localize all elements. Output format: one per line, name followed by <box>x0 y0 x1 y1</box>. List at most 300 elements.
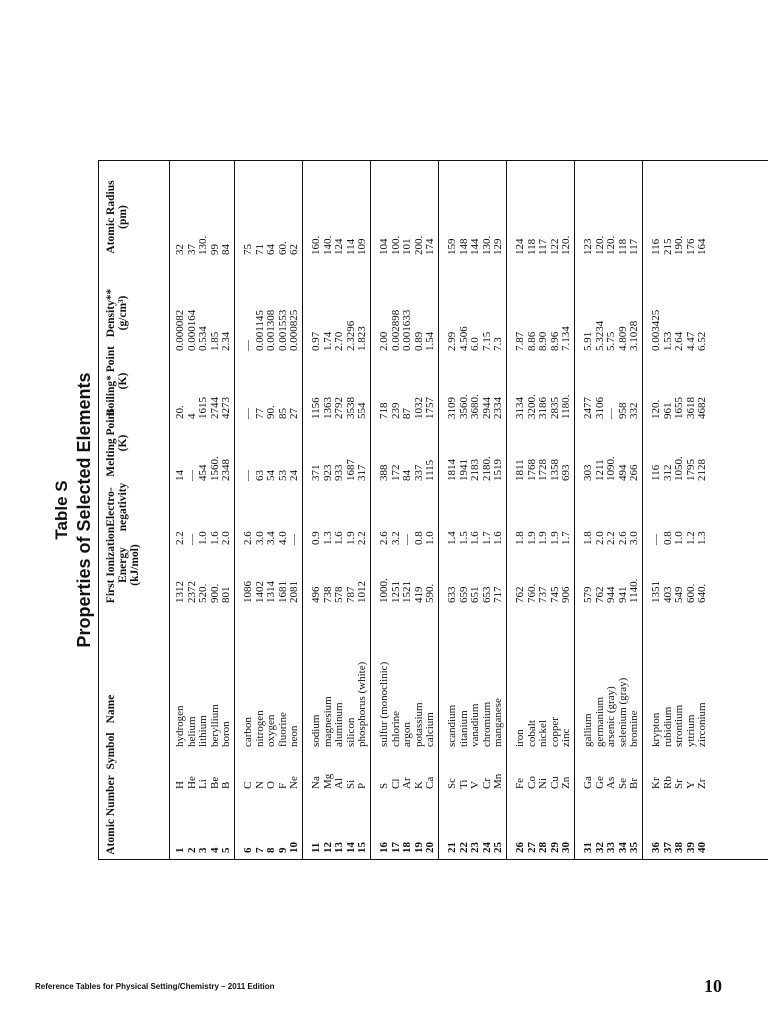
cell-sym: He <box>185 776 198 789</box>
cell-name: neon <box>288 725 301 747</box>
cell-en: 1.2 <box>684 531 697 545</box>
cell-bp: 90. <box>265 405 278 419</box>
cell-ie: 787 <box>344 586 357 603</box>
header-melting: Melting Point (K) <box>105 409 129 477</box>
cell-mp: — <box>185 470 198 481</box>
cell-d: 4.506 <box>457 326 470 351</box>
cell-mp: 1090. <box>605 456 618 481</box>
cell-mp: 266 <box>628 464 641 481</box>
cell-mp: 2128 <box>696 459 709 481</box>
cell-en: 0.9 <box>310 531 322 545</box>
cell-n: 18 <box>401 842 414 853</box>
cell-ie: 2081 <box>288 581 301 603</box>
cell-ie: 2372 <box>185 581 198 603</box>
cell-ie: 1681 <box>276 581 289 603</box>
cell-name: hydrogen <box>174 705 186 747</box>
cell-name: rubidium <box>661 706 674 747</box>
cell-d: 0.001553 <box>276 309 289 351</box>
cell-bp: 3109 <box>446 397 458 419</box>
cell-bp: 961 <box>661 402 674 419</box>
cell-en: 2.2 <box>605 531 618 545</box>
cell-en: 1.6 <box>492 531 505 545</box>
cell-mp: 388 <box>378 464 390 481</box>
cell-en: 3.0 <box>628 531 641 545</box>
cell-bp: 4682 <box>696 397 709 419</box>
cell-sym: Ar <box>401 777 414 789</box>
cell-name: lithium <box>197 715 210 747</box>
cell-sym: Li <box>197 779 210 789</box>
cell-n: 33 <box>605 842 618 853</box>
cell-name: helium <box>185 716 198 747</box>
cell-sym: Fe <box>514 778 526 789</box>
cell-ie: 717 <box>492 586 505 603</box>
cell-en: 1.6 <box>208 531 221 545</box>
cell-en: 2.6 <box>378 531 390 545</box>
cell-n: 7 <box>253 847 266 853</box>
header-symbol: Symbol <box>105 732 117 770</box>
cell-r: 140. <box>321 235 334 255</box>
cell-mp: 1115 <box>424 459 437 481</box>
cell-ie: 1012 <box>356 581 369 603</box>
header-atomic_number: Atomic Number <box>105 775 117 855</box>
cell-en: 3.4 <box>265 531 278 545</box>
cell-en: 2.2 <box>174 531 186 545</box>
cell-mp: 693 <box>560 464 573 481</box>
cell-d: 7.3 <box>492 337 505 351</box>
cell-sym: V <box>469 781 482 789</box>
cell-n: 34 <box>616 842 629 853</box>
cell-d: 1.85 <box>208 331 221 351</box>
cell-bp: 2334 <box>492 397 505 419</box>
cell-sym: Rb <box>661 776 674 789</box>
cell-mp: 2183 <box>469 459 482 481</box>
cell-n: 28 <box>537 842 550 853</box>
cell-mp: 63 <box>253 470 266 481</box>
cell-n: 20 <box>424 842 437 853</box>
cell-ie: 1140. <box>628 578 641 603</box>
cell-mp: 1687 <box>344 459 357 481</box>
cell-ie: 1521 <box>401 581 414 603</box>
cell-mp: 24 <box>288 470 301 481</box>
cell-sym: Kr <box>650 777 662 789</box>
cell-r: 104 <box>378 238 390 255</box>
cell-mp: 312 <box>661 464 674 481</box>
cell-name: iron <box>514 729 526 747</box>
cell-r: 124 <box>514 238 526 255</box>
cell-bp: 718 <box>378 402 390 419</box>
cell-sym: C <box>242 781 254 789</box>
cell-sym: Ti <box>457 779 470 789</box>
cell-en: 3.2 <box>389 531 402 545</box>
cell-n: 15 <box>356 842 369 853</box>
cell-r: 120. <box>560 235 573 255</box>
cell-sym: Zn <box>560 776 573 789</box>
cell-n: 1 <box>174 847 186 853</box>
cell-bp: 3134 <box>514 397 526 419</box>
header-boiling: Boiling* Point (K) <box>105 346 129 416</box>
cell-n: 16 <box>378 842 390 853</box>
header-electronegativity: Electro-negativity <box>105 482 129 532</box>
cell-ie: 1351 <box>650 581 662 603</box>
cell-d: 2.99 <box>446 331 458 351</box>
cell-bp: 1180. <box>560 394 573 419</box>
cell-d: 2.3296 <box>344 320 357 351</box>
cell-r: 117 <box>537 238 550 255</box>
cell-d: 8.90 <box>537 331 550 351</box>
cell-en: 1.9 <box>537 531 550 545</box>
cell-en: 1.8 <box>514 531 526 545</box>
footer-edition: Reference Tables for Physical Setting/Chemistry – 2011 Edition <box>35 982 275 991</box>
cell-d: 0.001308 <box>265 309 278 351</box>
cell-bp: 3680. <box>469 394 482 419</box>
cell-n: 9 <box>276 847 289 853</box>
cell-bp: 1655 <box>673 397 686 419</box>
cell-bp: 3106 <box>593 397 606 419</box>
cell-bp: 3618 <box>684 397 697 419</box>
cell-ie: 1000. <box>378 578 390 603</box>
cell-r: 215 <box>661 238 674 255</box>
cell-sym: Se <box>616 778 629 789</box>
cell-r: 144 <box>469 238 482 255</box>
cell-name: magnesium <box>321 696 334 747</box>
cell-r: 122 <box>548 238 561 255</box>
cell-ie: 801 <box>220 586 233 603</box>
cell-bp: 27 <box>288 408 301 419</box>
cell-d: 4.809 <box>616 326 629 351</box>
cell-name: oxygen <box>265 714 278 747</box>
cell-sym: K <box>412 781 425 789</box>
cell-r: 32 <box>174 244 186 255</box>
cell-en: 1.3 <box>696 531 709 545</box>
cell-mp: 1519 <box>492 459 505 481</box>
cell-en: 2.6 <box>242 531 254 545</box>
cell-en: 1.6 <box>469 531 482 545</box>
cell-bp: 3538 <box>344 397 357 419</box>
cell-name: potassium <box>412 702 425 747</box>
cell-mp: — <box>242 470 254 481</box>
cell-sym: Ga <box>582 776 594 789</box>
cell-ie: 1086 <box>242 581 254 603</box>
cell-name: arsenic (gray) <box>605 686 618 747</box>
cell-sym: Y <box>684 781 697 789</box>
cell-ie: 762 <box>514 586 526 603</box>
cell-bp: 958 <box>616 402 629 419</box>
cell-name: zirconium <box>696 702 709 747</box>
cell-ie: 600. <box>684 583 697 603</box>
cell-bp: 20. <box>174 405 186 419</box>
cell-mp: 1211 <box>593 459 606 481</box>
cell-n: 6 <box>242 847 254 853</box>
cell-d: 8.86 <box>525 331 538 351</box>
cell-sym: H <box>174 781 186 789</box>
cell-ie: 1402 <box>253 581 266 603</box>
cell-en: 2.2 <box>356 531 369 545</box>
cell-r: 114 <box>344 238 357 255</box>
cell-bp: 239 <box>389 402 402 419</box>
header-ionization: First Ionization Energy (kJ/mol) <box>105 526 141 604</box>
cell-n: 5 <box>220 847 233 853</box>
cell-bp: 2944 <box>480 397 493 419</box>
cell-d: 2.00 <box>378 331 390 351</box>
cell-bp: 120. <box>650 399 662 419</box>
cell-mp: 54 <box>265 470 278 481</box>
cell-name: phosphorus (white) <box>356 661 369 747</box>
cell-ie: 651 <box>469 586 482 603</box>
cell-sym: Sr <box>673 779 686 789</box>
cell-n: 24 <box>480 842 493 853</box>
cell-mp: 454 <box>197 464 210 481</box>
cell-sym: P <box>356 782 369 789</box>
cell-n: 30 <box>560 842 573 853</box>
cell-en: 1.9 <box>344 531 357 545</box>
cell-name: aluminum <box>333 702 346 747</box>
cell-name: nickel <box>537 720 550 747</box>
cell-d: 0.003425 <box>650 309 662 351</box>
cell-mp: 337 <box>412 464 425 481</box>
cell-r: 190. <box>673 235 686 255</box>
cell-n: 19 <box>412 842 425 853</box>
cell-name: cobalt <box>525 720 538 747</box>
header-radius: Atomic Radius (pm) <box>105 180 129 254</box>
cell-ie: 633 <box>446 586 458 603</box>
cell-d: 7.134 <box>560 326 573 351</box>
cell-sym: F <box>276 782 289 789</box>
cell-r: 123 <box>582 238 594 255</box>
cell-d: 0.000164 <box>185 309 198 351</box>
group-divider <box>574 161 575 859</box>
cell-name: boron <box>220 721 233 747</box>
cell-en: — <box>185 534 198 545</box>
header-name: Name <box>105 694 117 724</box>
cell-ie: 579 <box>582 586 594 603</box>
rotated-table-area <box>40 160 740 860</box>
cell-en: 0.8 <box>661 531 674 545</box>
cell-n: 12 <box>321 842 334 853</box>
cell-n: 31 <box>582 842 594 853</box>
cell-bp: 77 <box>253 408 266 419</box>
cell-sym: O <box>265 781 278 789</box>
cell-bp: 1615 <box>197 397 210 419</box>
cell-d: 2.64 <box>673 331 686 351</box>
cell-sym: Br <box>628 778 641 789</box>
cell-r: 60. <box>276 241 289 255</box>
cell-bp: 2792 <box>333 397 346 419</box>
cell-n: 21 <box>446 842 458 853</box>
cell-bp: — <box>242 408 254 419</box>
cell-r: 174 <box>424 238 437 255</box>
cell-mp: 116 <box>650 464 662 481</box>
cell-r: 109 <box>356 238 369 255</box>
cell-mp: 494 <box>616 464 629 481</box>
cell-name: argon <box>401 722 414 747</box>
cell-n: 10 <box>288 842 301 853</box>
cell-sym: Cl <box>389 778 402 789</box>
cell-mp: 923 <box>321 464 334 481</box>
cell-sym: Mn <box>492 773 505 789</box>
cell-d: 1.53 <box>661 331 674 351</box>
cell-bp: 2835 <box>548 397 561 419</box>
cell-ie: 590. <box>424 583 437 603</box>
cell-name: krypton <box>650 712 662 747</box>
cell-mp: 53 <box>276 470 289 481</box>
cell-sym: Ca <box>424 776 437 789</box>
cell-d: — <box>242 340 254 351</box>
cell-mp: 2348 <box>220 459 233 481</box>
cell-d: 5.91 <box>582 331 594 351</box>
cell-n: 35 <box>628 842 641 853</box>
header-density: Density** (g/cm³) <box>105 288 129 338</box>
cell-sym: N <box>253 781 266 789</box>
cell-name: scandium <box>446 704 458 747</box>
group-divider <box>302 161 303 859</box>
group-divider <box>506 161 507 859</box>
cell-sym: Zr <box>696 778 709 789</box>
cell-sym: B <box>220 781 233 789</box>
cell-d: 7.15 <box>480 331 493 351</box>
cell-en: — <box>288 534 301 545</box>
cell-bp: 87 <box>401 408 414 419</box>
cell-r: 120. <box>593 235 606 255</box>
cell-n: 32 <box>593 842 606 853</box>
cell-en: 1.6 <box>333 531 346 545</box>
cell-en: 1.9 <box>548 531 561 545</box>
cell-d: 6.52 <box>696 331 709 351</box>
cell-r: 120. <box>605 235 618 255</box>
cell-en: 4.0 <box>276 531 289 545</box>
cell-mp: 1795 <box>684 459 697 481</box>
cell-en: 1.9 <box>525 531 538 545</box>
cell-sym: Co <box>525 776 538 789</box>
cell-en: 1.0 <box>673 531 686 545</box>
cell-n: 39 <box>684 842 697 853</box>
cell-name: copper <box>548 717 561 747</box>
page-number: 10 <box>704 976 722 996</box>
cell-ie: 520. <box>197 583 210 603</box>
cell-ie: 496 <box>310 586 322 603</box>
group-divider <box>370 161 371 859</box>
cell-name: nitrogen <box>253 710 266 747</box>
cell-r: 75 <box>242 244 254 255</box>
cell-name: germanium <box>593 696 606 747</box>
cell-sym: As <box>605 776 618 789</box>
cell-en: 1.0 <box>424 531 437 545</box>
table-title: Table S <box>52 480 71 540</box>
cell-name: manganese <box>492 698 505 747</box>
cell-r: 118 <box>616 238 629 255</box>
cell-bp: 4 <box>185 413 198 419</box>
table-titles <box>40 160 98 860</box>
cell-r: 64 <box>265 244 278 255</box>
cell-mp: 1050. <box>673 456 686 481</box>
cell-name: sulfur (monoclinic) <box>378 661 390 747</box>
cell-mp: 1358 <box>548 459 561 481</box>
cell-r: 160. <box>310 235 322 255</box>
table-subtitle: Properties of Selected Elements <box>74 372 94 648</box>
cell-n: 37 <box>661 842 674 853</box>
cell-d: 4.47 <box>684 331 697 351</box>
cell-r: 84 <box>220 244 233 255</box>
cell-d: 0.534 <box>197 326 210 351</box>
cell-r: 118 <box>525 238 538 255</box>
cell-r: 37 <box>185 244 198 255</box>
cell-mp: 14 <box>174 470 186 481</box>
cell-d: 0.000082 <box>174 309 186 351</box>
cell-name: bromine <box>628 710 641 747</box>
cell-mp: 84 <box>401 470 414 481</box>
cell-bp: 3200. <box>525 394 538 419</box>
cell-en: 1.7 <box>480 531 493 545</box>
cell-ie: 578 <box>333 586 346 603</box>
cell-name: titanium <box>457 710 470 747</box>
cell-r: 124 <box>333 238 346 255</box>
cell-name: beryllium <box>208 704 221 747</box>
cell-sym: Na <box>310 776 322 789</box>
cell-ie: 549 <box>673 586 686 603</box>
cell-r: 130. <box>197 235 210 255</box>
cell-ie: 1251 <box>389 581 402 603</box>
cell-name: sodium <box>310 714 322 747</box>
cell-r: 148 <box>457 238 470 255</box>
cell-ie: 640. <box>696 583 709 603</box>
cell-en: 1.0 <box>197 531 210 545</box>
cell-r: 116 <box>650 238 662 255</box>
cell-d: 0.001145 <box>253 310 266 351</box>
cell-name: fluorine <box>276 712 289 747</box>
cell-ie: 403 <box>661 586 674 603</box>
cell-sym: Si <box>344 779 357 789</box>
cell-name: chlorine <box>389 710 402 747</box>
cell-en: 0.8 <box>412 531 425 545</box>
cell-ie: 737 <box>537 586 550 603</box>
cell-sym: Cr <box>480 778 493 789</box>
cell-n: 13 <box>333 842 346 853</box>
cell-d: 6.0 <box>469 337 482 351</box>
cell-n: 26 <box>514 842 526 853</box>
cell-en: 1.4 <box>446 531 458 545</box>
cell-en: 2.6 <box>616 531 629 545</box>
cell-bp: 1032 <box>412 397 425 419</box>
cell-ie: 900. <box>208 583 221 603</box>
group-divider <box>234 161 235 859</box>
cell-n: 8 <box>265 847 278 853</box>
cell-n: 2 <box>185 847 198 853</box>
cell-bp: 2477 <box>582 397 594 419</box>
cell-sym: Sc <box>446 778 458 789</box>
cell-ie: 1312 <box>174 581 186 603</box>
cell-en: 1.5 <box>457 531 470 545</box>
cell-n: 22 <box>457 842 470 853</box>
cell-r: 164 <box>696 238 709 255</box>
cell-d: 1.74 <box>321 331 334 351</box>
cell-r: 130. <box>480 235 493 255</box>
cell-mp: 1811 <box>514 459 526 481</box>
cell-r: 117 <box>628 238 641 255</box>
cell-r: 71 <box>253 244 266 255</box>
cell-name: strontium <box>673 704 686 747</box>
cell-d: 0.89 <box>412 331 425 351</box>
cell-mp: 1728 <box>537 459 550 481</box>
cell-n: 17 <box>389 842 402 853</box>
cell-n: 3 <box>197 847 210 853</box>
cell-n: 36 <box>650 842 662 853</box>
cell-d: 2.70 <box>333 331 346 351</box>
cell-bp: 85 <box>276 408 289 419</box>
cell-d: 5.75 <box>605 331 618 351</box>
cell-ie: 906 <box>560 586 573 603</box>
cell-en: 1.8 <box>582 531 594 545</box>
cell-mp: 933 <box>333 464 346 481</box>
group-divider <box>642 161 643 859</box>
